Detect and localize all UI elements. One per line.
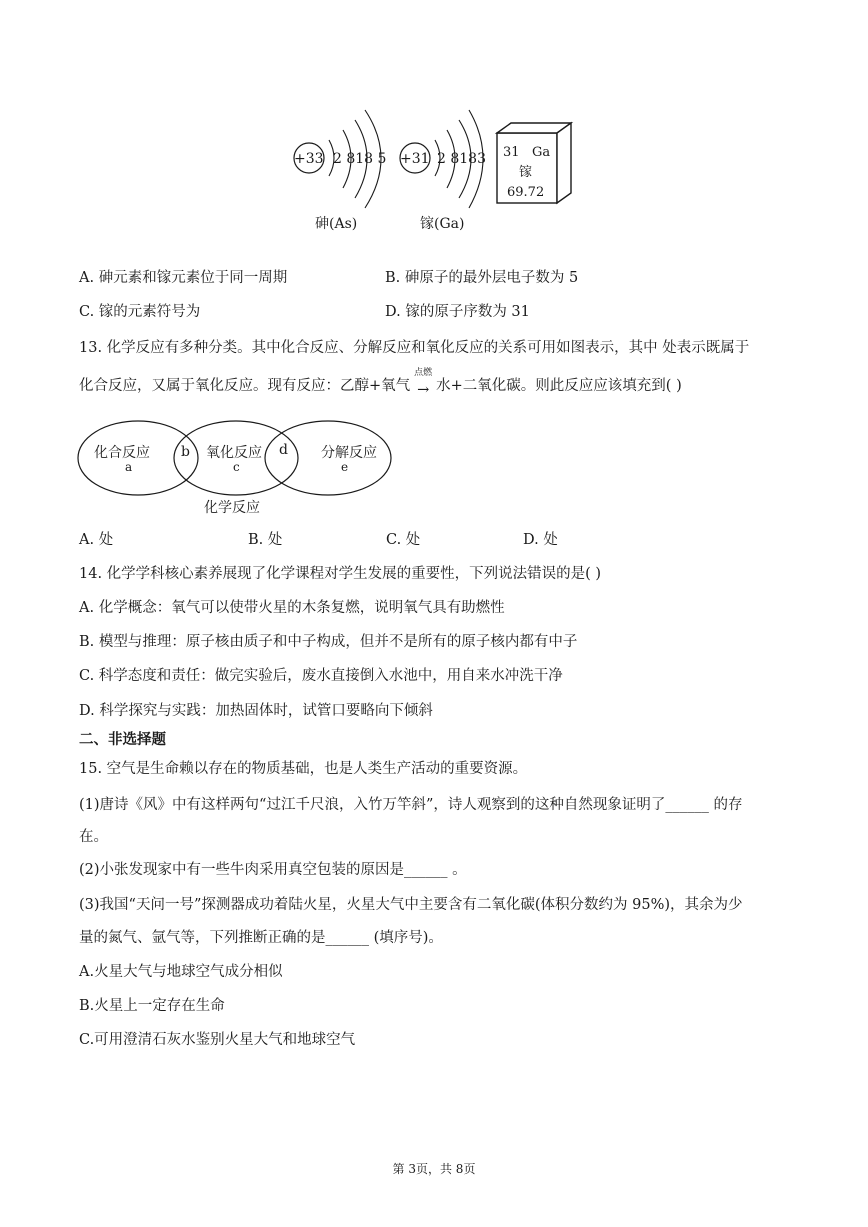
venn-mid-label: 氧化反应 — [206, 445, 262, 461]
q13-line2-end: 水+二氧化碳。则此反应应该填充到( ) — [436, 378, 682, 394]
venn-mid-letter: c — [233, 460, 240, 474]
q13-stem-line2 — [79, 368, 682, 398]
as-label: 砷(As) — [315, 216, 358, 232]
q15-option-b: B.火星上一定存在生命 — [79, 998, 225, 1014]
venn-d: d — [279, 442, 288, 458]
q15-part1-line2: 在。 — [79, 829, 108, 845]
periodic-cell — [497, 123, 571, 203]
q12-option-c: C. 镓的元素符号为 — [79, 304, 201, 320]
venn-right-letter: e — [341, 460, 349, 474]
q13-line2-start: 化合反应，又属于氧化反应。现有反应：乙醇+氧气 — [79, 378, 411, 394]
q13-option-b: B. 处 — [248, 532, 283, 548]
q15-part3-line2: 量的氮气、氩气等，下列推断正确的是______ (填序号)。 — [79, 930, 443, 946]
q14-option-a: A. 化学概念：氧气可以使带火星的木条复燃，说明氧气具有助燃性 — [79, 600, 505, 616]
cell-number: 31 — [503, 145, 520, 160]
q14-option-c: C. 科学态度和责任：做完实验后，废水直接倒入水池中，用自来水冲洗干净 — [79, 668, 563, 684]
cell-symbol: Ga — [532, 145, 551, 160]
q13-option-c: C. 处 — [386, 532, 421, 548]
q12-option-b: B. 砷原子的最外层电子数为 5 — [385, 270, 579, 286]
q15-part1-line1: (1)唐诗《风》中有这样两句“过江千尺浪，入竹万竿斜”，诗人观察到的这种自然现象证明了______ 的存 — [79, 797, 743, 813]
arrow-icon: → — [417, 382, 430, 398]
venn-right-label: 分解反应 — [321, 445, 377, 461]
atom-structure-figure — [285, 100, 585, 235]
q14-option-d: D. 科学探究与实践：加热固体时，试管口要略向下倾斜 — [79, 703, 433, 719]
venn-left-letter: a — [125, 460, 133, 474]
ga-label: 镓(Ga) — [420, 216, 465, 232]
cell-mass: 69.72 — [507, 185, 545, 200]
q15-part2: (2)小张发现家中有一些牛肉采用真空包装的原因是______ 。 — [79, 862, 467, 878]
q14-option-b: B. 模型与推理：原子核由质子和中子构成，但并不是所有的原子核内都有中子 — [79, 634, 578, 650]
venn-left-label: 化合反应 — [94, 445, 150, 461]
reaction-venn-diagram — [76, 418, 396, 520]
q15-part3-line1: (3)我国“天问一号”探测器成功着陆火星，火星大气中主要含有二氧化碳(体积分数约为 95%)，其余为少 — [79, 897, 743, 913]
page-footer: 第 3页，共 8页 — [392, 1162, 476, 1176]
venn-b: b — [181, 444, 190, 460]
q13-option-d: D. 处 — [523, 532, 558, 548]
q13-stem-line1: 13. 化学反应有多种分类。其中化合反应、分解反应和氧化反应的关系可用如图表示，其中 处表示既属于 — [79, 340, 750, 356]
as-shells: 2 818 5 — [333, 151, 387, 167]
q14-stem: 14. 化学学科核心素养展现了化学课程对学生发展的重要性，下列说法错误的是( ) — [79, 566, 602, 582]
venn-caption: 化学反应 — [204, 500, 260, 516]
section-heading: 二、非选择题 — [79, 731, 166, 748]
q15-option-a: A.火星大气与地球空气成分相似 — [79, 964, 283, 980]
cell-name: 镓 — [519, 165, 533, 180]
q12-option-a: A. 砷元素和镓元素位于同一周期 — [79, 270, 288, 286]
ga-nucleus: +31 — [400, 151, 430, 167]
ga-shells: 2 8183 — [437, 151, 486, 167]
q15-stem: 15. 空气是生命赖以存在的物质基础，也是人类生产活动的重要资源。 — [79, 761, 528, 777]
as-nucleus: +33 — [294, 151, 324, 167]
arrow-condition: 点燃 — [414, 368, 433, 378]
q13-option-a: A. 处 — [79, 532, 114, 548]
q12-option-d: D. 镓的原子序数为 31 — [385, 304, 530, 320]
reaction-arrow — [410, 368, 436, 398]
q15-option-c: C.可用澄清石灰水鉴别火星大气和地球空气 — [79, 1032, 356, 1048]
